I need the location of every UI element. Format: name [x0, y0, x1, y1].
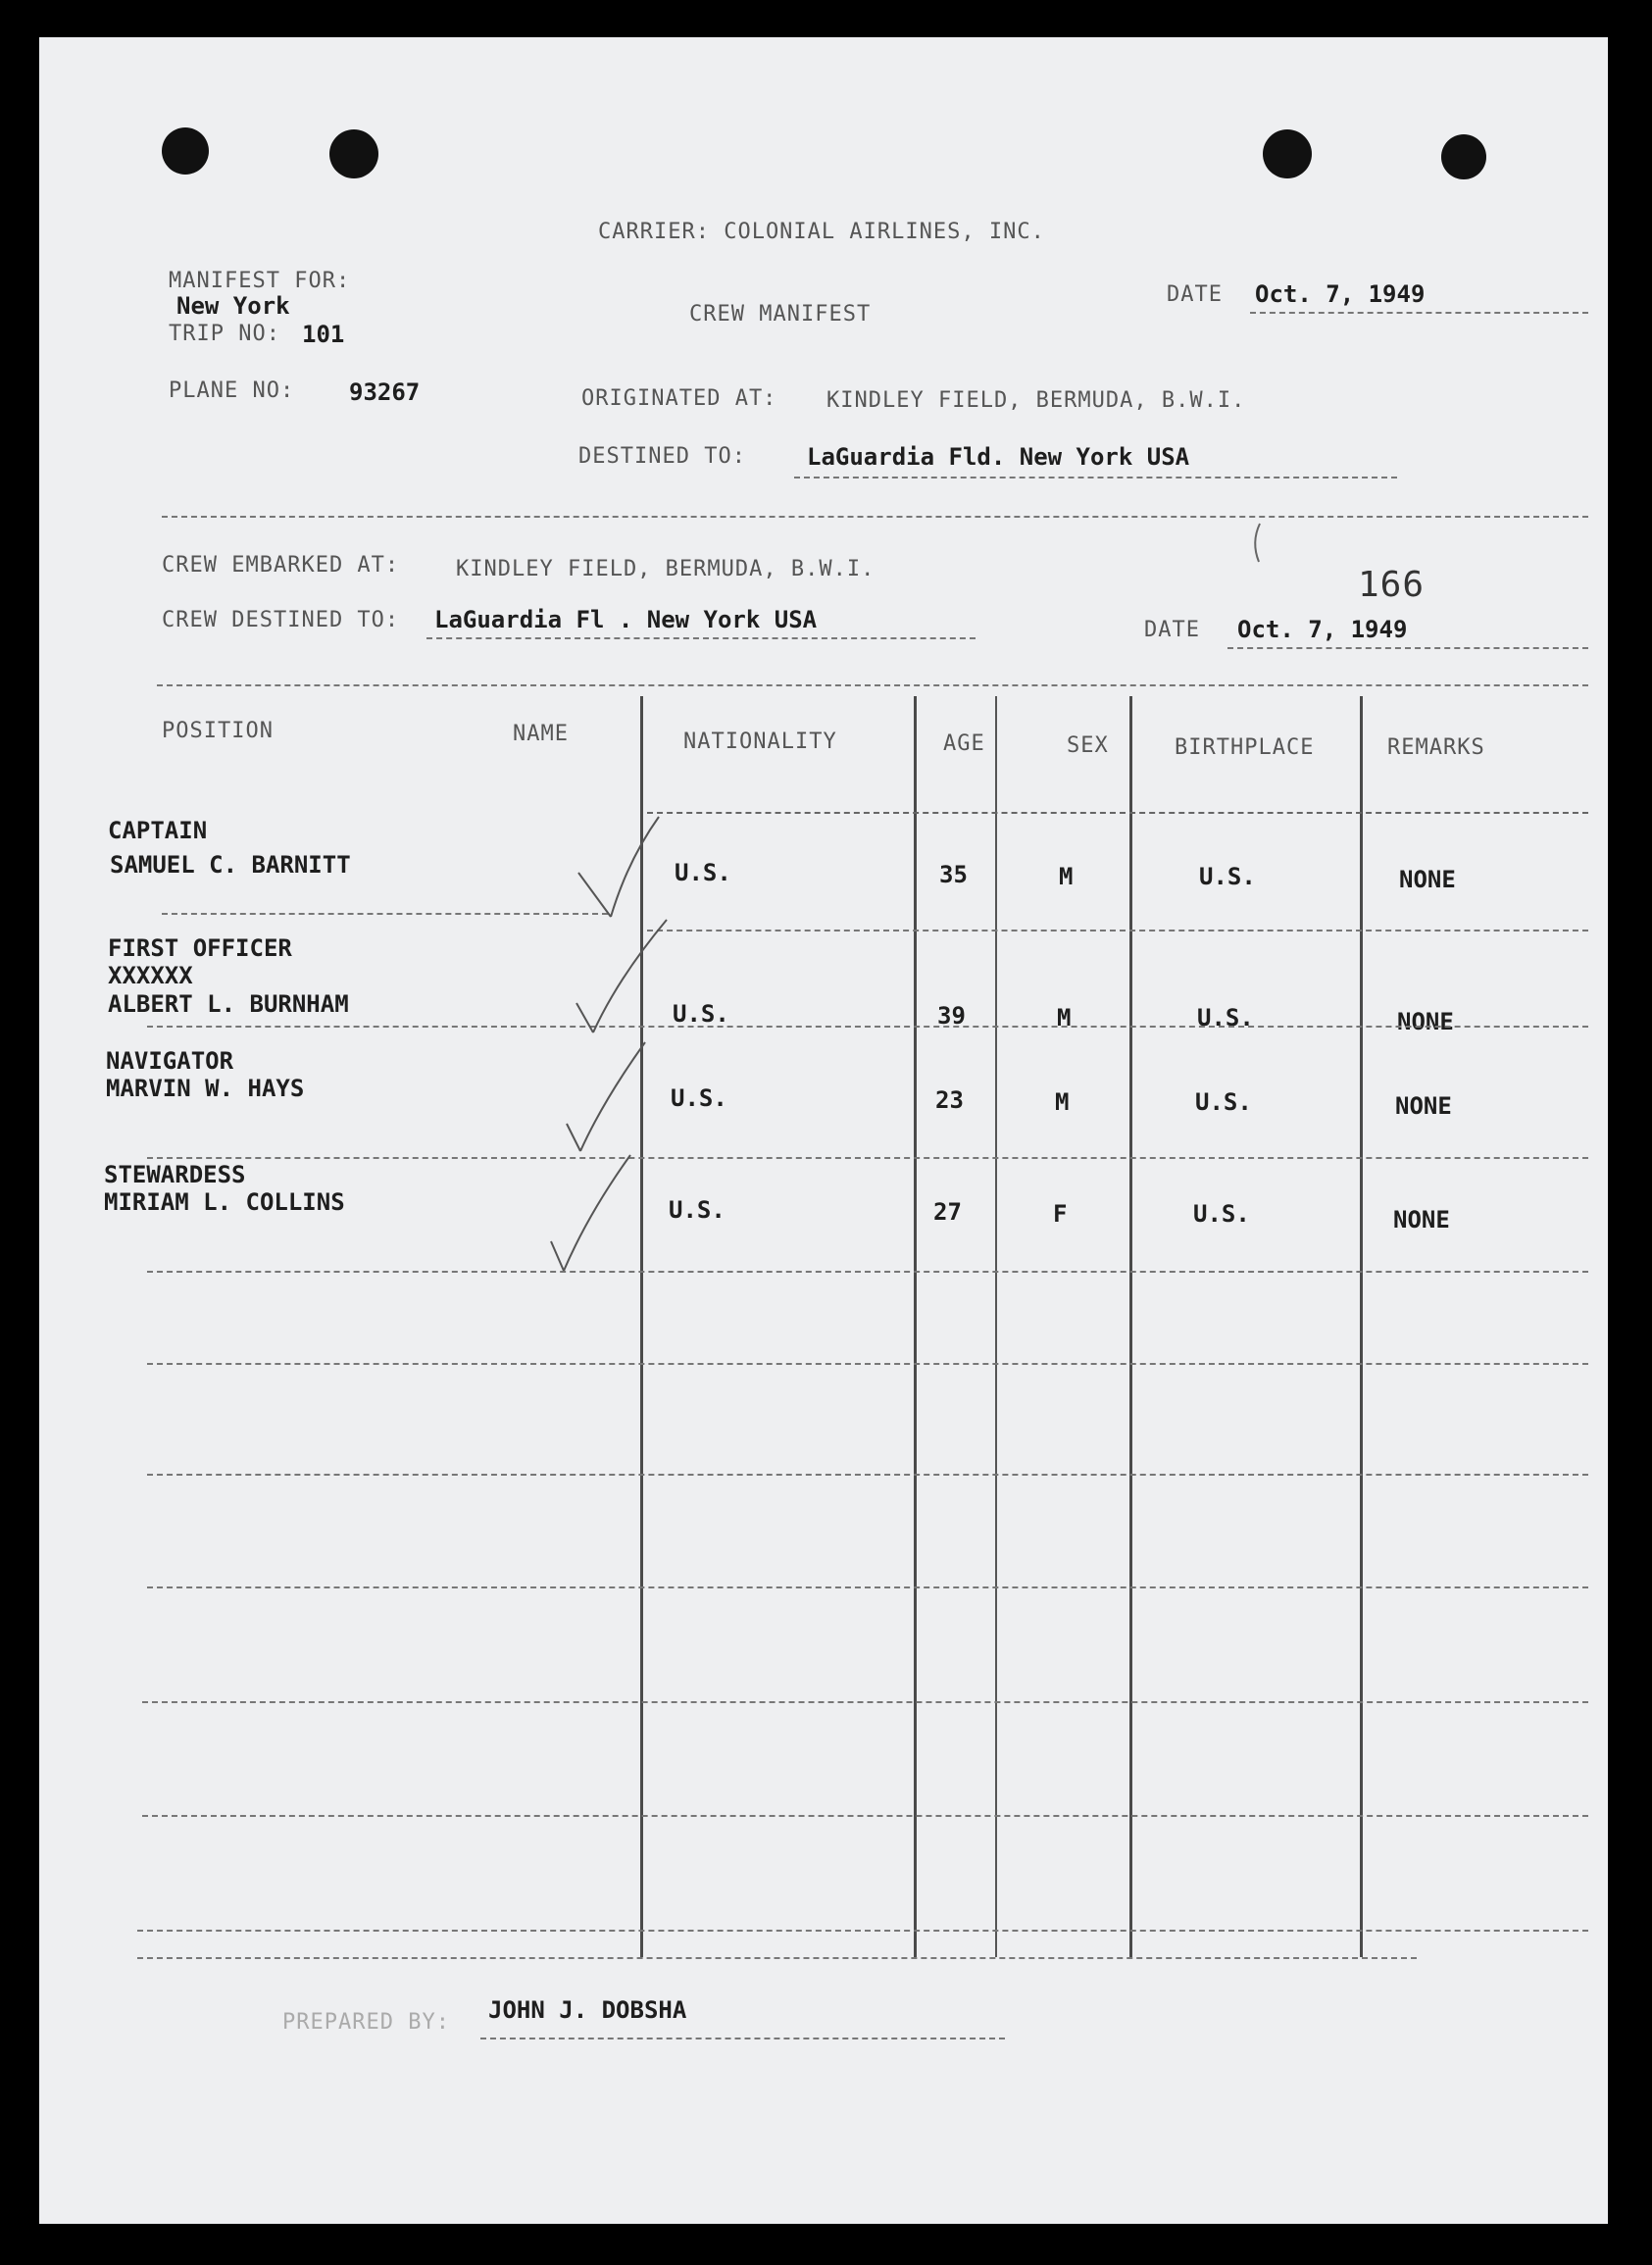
trip-value: 101	[302, 321, 345, 348]
crew-embarked-value: KINDLEY FIELD, BERMUDA, B.W.I.	[456, 557, 876, 581]
row-name: ALBERT L. BURNHAM	[108, 990, 349, 1018]
crew-destined-label: CREW DESTINED TO:	[162, 608, 400, 632]
page-number: 166	[1358, 565, 1426, 605]
manifest-for-label: MANIFEST FOR:	[169, 269, 351, 293]
crew-destined-value: LaGuardia Fl . New York USA	[434, 606, 818, 633]
row-position: STEWARDESS	[104, 1161, 246, 1188]
originated-label: ORIGINATED AT:	[581, 386, 777, 411]
document-title: CREW MANIFEST	[689, 302, 872, 327]
row-remarks: NONE	[1399, 866, 1456, 893]
row-nationality: U.S.	[671, 1084, 727, 1112]
manifest-page	[39, 37, 1608, 2224]
header-birthplace: BIRTHPLACE	[1175, 735, 1315, 760]
row-position: NAVIGATOR	[106, 1047, 234, 1075]
date-label: DATE	[1167, 282, 1223, 307]
prepared-by-value: JOHN J. DOBSHA	[488, 1996, 687, 2024]
row-remarks: NONE	[1397, 1008, 1454, 1035]
header-age: AGE	[943, 731, 985, 756]
date-value: Oct. 7, 1949	[1255, 280, 1426, 308]
prepared-by-label: PREPARED BY:	[282, 2010, 450, 2035]
plane-label: PLANE NO:	[169, 378, 295, 403]
destined-label: DESTINED TO:	[578, 444, 746, 469]
row-nationality: U.S.	[673, 1000, 729, 1028]
row-remarks: NONE	[1395, 1092, 1452, 1120]
row-birthplace: U.S.	[1199, 863, 1256, 890]
row-name: MIRIAM L. COLLINS	[104, 1188, 345, 1216]
row-birthplace: U.S.	[1193, 1200, 1250, 1228]
manifest-for-value: New York	[176, 292, 290, 320]
row-birthplace: U.S.	[1197, 1004, 1254, 1032]
header-remarks: REMARKS	[1387, 735, 1485, 760]
row-age: 35	[939, 861, 968, 888]
crew-embarked-label: CREW EMBARKED AT:	[162, 553, 400, 578]
header-position: POSITION	[162, 719, 274, 743]
row-struck-text: XXXXXX	[108, 962, 193, 989]
crew-date-value: Oct. 7, 1949	[1237, 616, 1408, 643]
row-remarks: NONE	[1393, 1206, 1450, 1233]
row-sex: M	[1057, 1004, 1072, 1032]
carrier-line: CARRIER: COLONIAL AIRLINES, INC.	[598, 220, 1045, 244]
header-nationality: NATIONALITY	[683, 730, 837, 754]
plane-value: 93267	[349, 378, 421, 406]
row-name: MARVIN W. HAYS	[106, 1075, 305, 1102]
row-nationality: U.S.	[669, 1196, 726, 1224]
row-age: 27	[933, 1198, 962, 1226]
trip-label: TRIP NO:	[169, 322, 280, 346]
row-birthplace: U.S.	[1195, 1088, 1252, 1116]
row-age: 23	[935, 1086, 964, 1114]
destined-value: LaGuardia Fld. New York USA	[807, 443, 1190, 471]
originated-value: KINDLEY FIELD, BERMUDA, B.W.I.	[826, 388, 1246, 413]
row-age: 39	[937, 1002, 966, 1030]
crew-date-label: DATE	[1144, 618, 1200, 642]
row-name: SAMUEL C. BARNITT	[110, 851, 351, 879]
pencil-checkmarks	[39, 37, 1608, 2224]
prepared-by-rule	[480, 2038, 1005, 2039]
row-nationality: U.S.	[675, 859, 731, 886]
row-position: FIRST OFFICER	[108, 934, 292, 962]
header-sex: SEX	[1067, 733, 1109, 758]
row-sex: M	[1059, 863, 1074, 890]
header-name: NAME	[513, 722, 569, 746]
row-sex: F	[1053, 1200, 1068, 1228]
row-position: CAPTAIN	[108, 817, 208, 844]
row-sex: M	[1055, 1088, 1070, 1116]
